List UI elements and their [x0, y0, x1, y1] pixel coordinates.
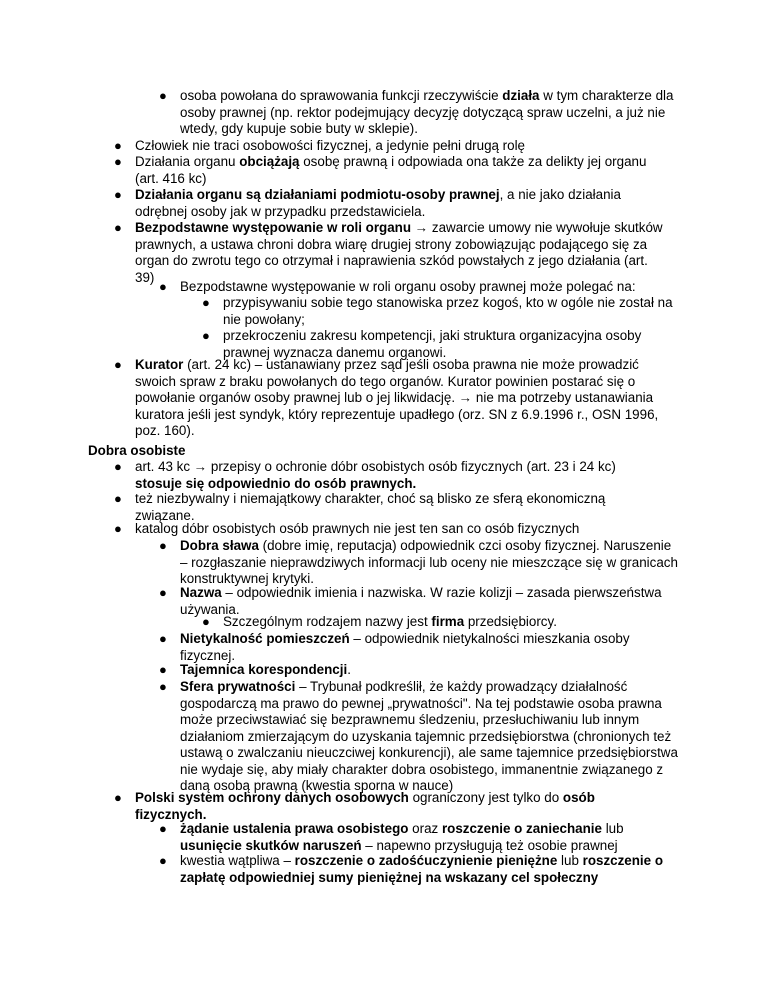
item-text: przypisywaniu sobie tego stanowiska przez kogoś, kto w ogóle nie został na nie powołany;: [223, 295, 673, 327]
list-item: [159, 679, 680, 795]
list-item: [159, 631, 680, 664]
item-text: żądanie ustalenia prawa osobistego oraz roszczenie o zaniechanie lub usunięcie skutków naruszeń – napewno przysługują też osobie prawnej: [180, 821, 624, 853]
item-text: Działania organu obciążają osobę prawną i odpowiada ona także za delikty jej organu (art. 416 kc): [135, 154, 647, 186]
bullet-icon: ●: [159, 662, 167, 677]
item-text: Sfera prywatności – Trybunał podkreślił, że każdy prowadzący działalność gospodarczą ma prawo do pewnej „prywatności". Na tej podstawie osoba prawna może przeciwstawiać się bezprawnemu śledzeniu, przesłuchiwaniu lub innym działaniom zmierzającym do uzyskania tajemnic przedsiębiorstwa (chronionych też ustawą o zwalczaniu nieuczciwej konkurencji), ale same tajemnice przedsiębiorstwa nie wydaje się, aby miały charakter dobra osobistego, immanentnie związanego z daną osobą prawną (kwestia sporna w nauce): [180, 679, 678, 793]
bullet-icon: ●: [114, 220, 122, 235]
bullet-icon: ●: [114, 154, 122, 169]
bullet-icon: ●: [202, 328, 210, 343]
item-text: Działania organu są działaniami podmiotu-osoby prawnej, a nie jako działania odrębnej osoby jak w przypadku przedstawiciela.: [135, 187, 621, 219]
list-item: [159, 88, 680, 138]
bullet-icon: ●: [114, 357, 122, 372]
bullet-icon: ●: [159, 679, 167, 694]
list-item: [159, 538, 680, 588]
list-item: [202, 614, 683, 631]
list-item: [159, 279, 680, 296]
item-text: Polski system ochrony danych osobowych ograniczony jest tylko do osób fizycznych.: [135, 790, 595, 822]
list-item: [114, 220, 665, 286]
item-text: Tajemnica korespondencji.: [180, 662, 351, 677]
list-item: [202, 295, 683, 328]
list-item: [159, 821, 680, 854]
list-item: [114, 790, 665, 823]
list-item: [159, 662, 680, 679]
item-text: Dobra sława (dobre imię, reputacja) odpowiednik czci osoby fizycznej. Naruszenie – rozgłaszanie nieprawdziwych informacji lub oceny nie mieszczące się w granicach konstruktywnej krytyki.: [180, 538, 678, 586]
bullet-icon: ●: [114, 521, 122, 536]
list-item: [114, 521, 665, 538]
item-text: Nietykalność pomieszczeń – odpowiednik nietykalności mieszkania osoby fizycznej.: [180, 631, 630, 663]
list-item: [114, 357, 665, 440]
bullet-icon: ●: [202, 614, 210, 629]
bullet-icon: ●: [114, 790, 122, 805]
bullet-icon: ●: [202, 295, 210, 310]
bullet-icon: ●: [159, 821, 167, 836]
item-text: Kurator (art. 24 kc) – ustanawiany przez sąd jeśli osoba prawna nie może prowadzić swoich spraw z braku powołanych do tego organów. Kurator powinien postarać się o powołanie organów osoby prawnej lub o jej likwidację. → nie ma potrzeby ustanawiania kuratora jeśli jest syndyk, który reprezentuje upadłego (orz. SN z 6.9.1996 r., OSN 1996, poz. 160).: [135, 357, 659, 438]
bullet-icon: ●: [159, 88, 167, 103]
list-item: [114, 459, 665, 492]
bullet-icon: ●: [114, 138, 122, 153]
list-item: [114, 154, 665, 187]
bullet-icon: ●: [114, 459, 122, 474]
bullet-icon: ●: [159, 585, 167, 600]
item-text: Szczególnym rodzajem nazwy jest firma przedsiębiorcy.: [223, 614, 557, 629]
list-item: [114, 491, 665, 524]
item-text: Bezpodstawne występowanie w roli organu → zawarcie umowy nie wywołuje skutków prawnych, a ustawa chroni dobra wiarę drugiej strony zobowiązując podającego się za organ do zwrotu tego co otrzymał i naprawienia szkód powstałych z jego działania (art. 39): [135, 220, 663, 285]
item-text: art. 43 kc → przepisy o ochronie dóbr osobistych osób fizycznych (art. 23 i 24 kc) stosuje się odpowiednio do osób prawnych.: [135, 459, 616, 491]
section-heading: Dobra osobiste: [88, 443, 186, 458]
bullet-icon: ●: [159, 538, 167, 553]
list-item: [114, 138, 665, 155]
bullet-icon: ●: [159, 631, 167, 646]
item-text: Nazwa – odpowiednik imienia i nazwiska. W razie kolizji – zasada pierwszeństwa używania.: [180, 585, 662, 617]
item-text: osoba powołana do sprawowania funkcji rzeczywiście działa w tym charakterze dla osoby prawnej (np. rektor podejmujący decyzję dotyczącą spraw uczelni, a już nie wtedy, gdy kupuje sobie buty w sklepie).: [180, 88, 674, 136]
item-text: Bezpodstawne występowanie w roli organu osoby prawnej może polegać na:: [180, 279, 636, 294]
item-text: katalog dóbr osobistych osób prawnych nie jest ten san co osób fizycznych: [135, 521, 580, 536]
bullet-icon: ●: [114, 187, 122, 202]
item-text: też niezbywalny i niemajątkowy charakter, choć są blisko ze sferą ekonomiczną związane.: [135, 491, 606, 523]
item-text: przekroczeniu zakresu kompetencji, jaki struktura organizacyjna osoby prawnej wyznacza danemu organowi.: [223, 328, 642, 360]
bullet-icon: ●: [114, 491, 122, 506]
bullet-icon: ●: [159, 279, 167, 294]
item-text: kwestia wątpliwa – roszczenie o zadośćuczynienie pieniężne lub roszczenie o zapłatę odpowiedniej sumy pieniężnej na wskazany cel społeczny: [180, 853, 663, 885]
list-item: [159, 853, 680, 886]
bullet-icon: ●: [159, 853, 167, 868]
list-item: [114, 187, 665, 220]
item-text: Człowiek nie traci osobowości fizycznej, a jedynie pełni drugą rolę: [135, 138, 526, 153]
